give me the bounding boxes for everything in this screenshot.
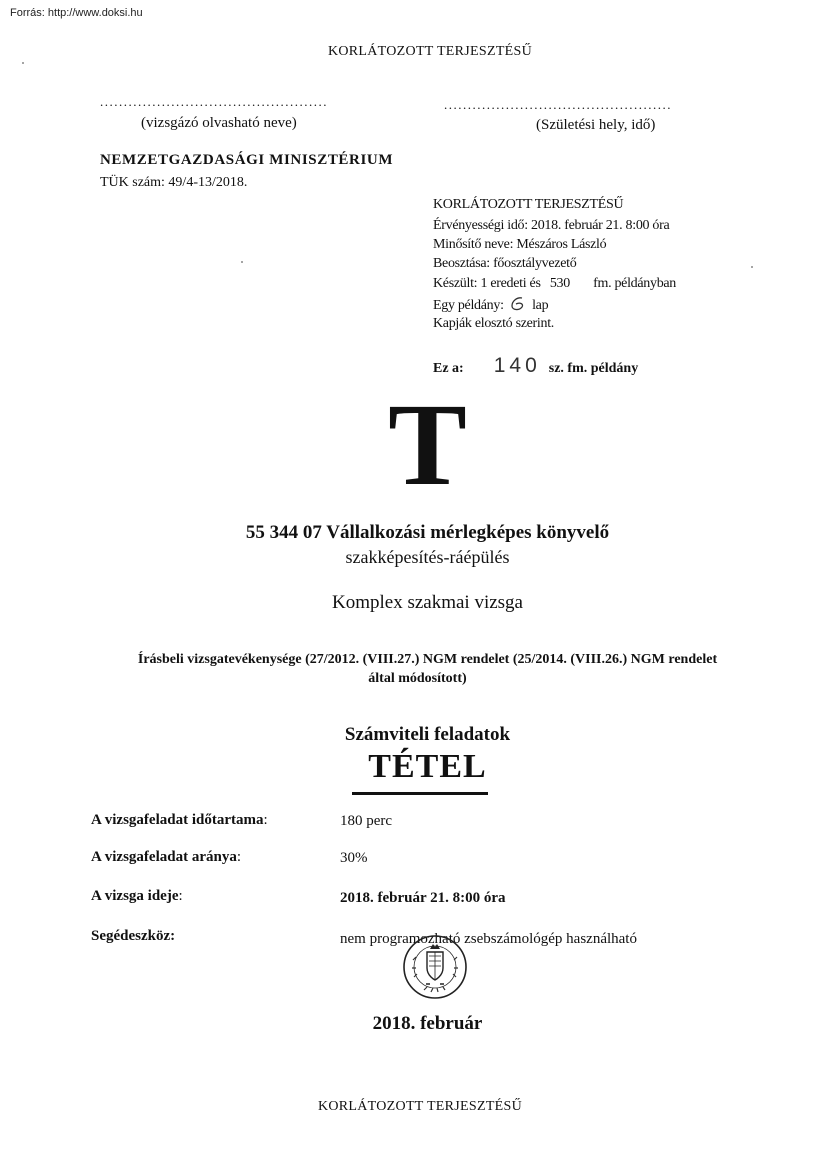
qualification-title: 55 344 07 Vállalkozási mérlegképes könyvelő (245, 522, 610, 543)
handwritten-page-count (509, 296, 527, 312)
info-label-tools (91, 928, 175, 945)
info-value-duration: 180 perc (340, 813, 393, 829)
classifier-line: Minősítő neve: Mészáros László (433, 237, 607, 252)
scan-speck (751, 266, 753, 268)
scan-speck (22, 62, 24, 64)
copy-number-line (433, 354, 638, 378)
info-label-date-text: A vizsga ideje (91, 888, 179, 904)
birth-dots: ................................................ (444, 97, 672, 112)
position-line: Beosztása: főosztályvezető (433, 256, 577, 271)
info-label-ratio-colon: : (236, 849, 241, 865)
copy-number: 140 (493, 354, 541, 377)
top-restriction: KORLÁTOZOTT TERJESZTÉSŰ (327, 44, 533, 59)
ministry-name: NEMZETGAZDASÁGI MINISZTÉRIUM (100, 152, 394, 168)
exam-type: Komplex szakmai vizsga (331, 592, 523, 613)
info-label-ratio (91, 849, 241, 866)
copies-count: 530 (549, 276, 570, 291)
tetel-underline (352, 792, 488, 795)
info-label-ratio-text: A vizsgafeladat aránya (91, 849, 237, 865)
info-value-ratio: 30% (340, 850, 368, 866)
tuk-number: TÜK szám: 49/4-13/2018. (100, 175, 248, 190)
validity-line: Érvényességi idő: 2018. február 21. 8:00 óra (433, 218, 670, 233)
info-label-date-colon: : (178, 888, 183, 904)
legal-reference (0, 650, 827, 688)
info-label-date (91, 888, 183, 905)
legal-reference-line-2: által módosított) (368, 671, 467, 686)
page-count-value: 6 (508, 296, 510, 297)
pages-per-copy-suffix: lap (532, 298, 549, 313)
info-value-tools: nem programozható zsebszámológép használható (340, 931, 637, 947)
info-label-duration-colon: : (263, 812, 268, 828)
big-letter-t: T (388, 379, 467, 510)
subject-title: Számviteli feladatok (344, 724, 511, 745)
info-label-duration-text: A vizsgafeladat időtartama (91, 812, 264, 828)
candidate-name-dots: ................................................ (100, 94, 328, 109)
pages-per-copy-label: Egy példány: (433, 298, 504, 313)
pages-per-copy-line (433, 296, 548, 313)
classification-restriction: KORLÁTOZOTT TERJESZTÉSŰ (433, 197, 624, 212)
copy-number-label: Ez a: (433, 361, 464, 376)
info-label-duration (91, 812, 268, 829)
bottom-restriction: KORLÁTOZOTT TERJESZTÉSŰ (317, 1099, 523, 1114)
info-value-date: 2018. február 21. 8:00 óra (340, 890, 506, 906)
birth-caption: (Születési hely, idő) (536, 117, 656, 133)
copies-made-label: Készült: 1 eredeti és (433, 276, 541, 291)
copy-number-suffix: sz. fm. példány (548, 361, 639, 376)
scan-speck (241, 261, 243, 263)
official-stamp-icon (400, 932, 470, 1002)
copies-suffix: fm. példányban (593, 276, 677, 291)
qualification-subtitle: szakképesítés-ráépülés (345, 547, 510, 567)
source-line: Forrás: http://www.doksi.hu (10, 7, 143, 19)
tetel-heading: TÉTEL (368, 748, 487, 785)
legal-reference-line-1: Írásbeli vizsgatevékenysége (27/2012. (VIII.27.) NGM rendelet (25/2014. (VIII.26.) NGM rendelet (137, 652, 718, 667)
document-date: 2018. február (372, 1013, 483, 1034)
copies-made-line (433, 277, 676, 291)
distribution-line: Kapják elosztó szerint. (433, 316, 555, 331)
candidate-name-caption: (vizsgázó olvasható neve) (141, 115, 297, 131)
info-label-tools-text: Segédeszköz: (91, 928, 176, 944)
